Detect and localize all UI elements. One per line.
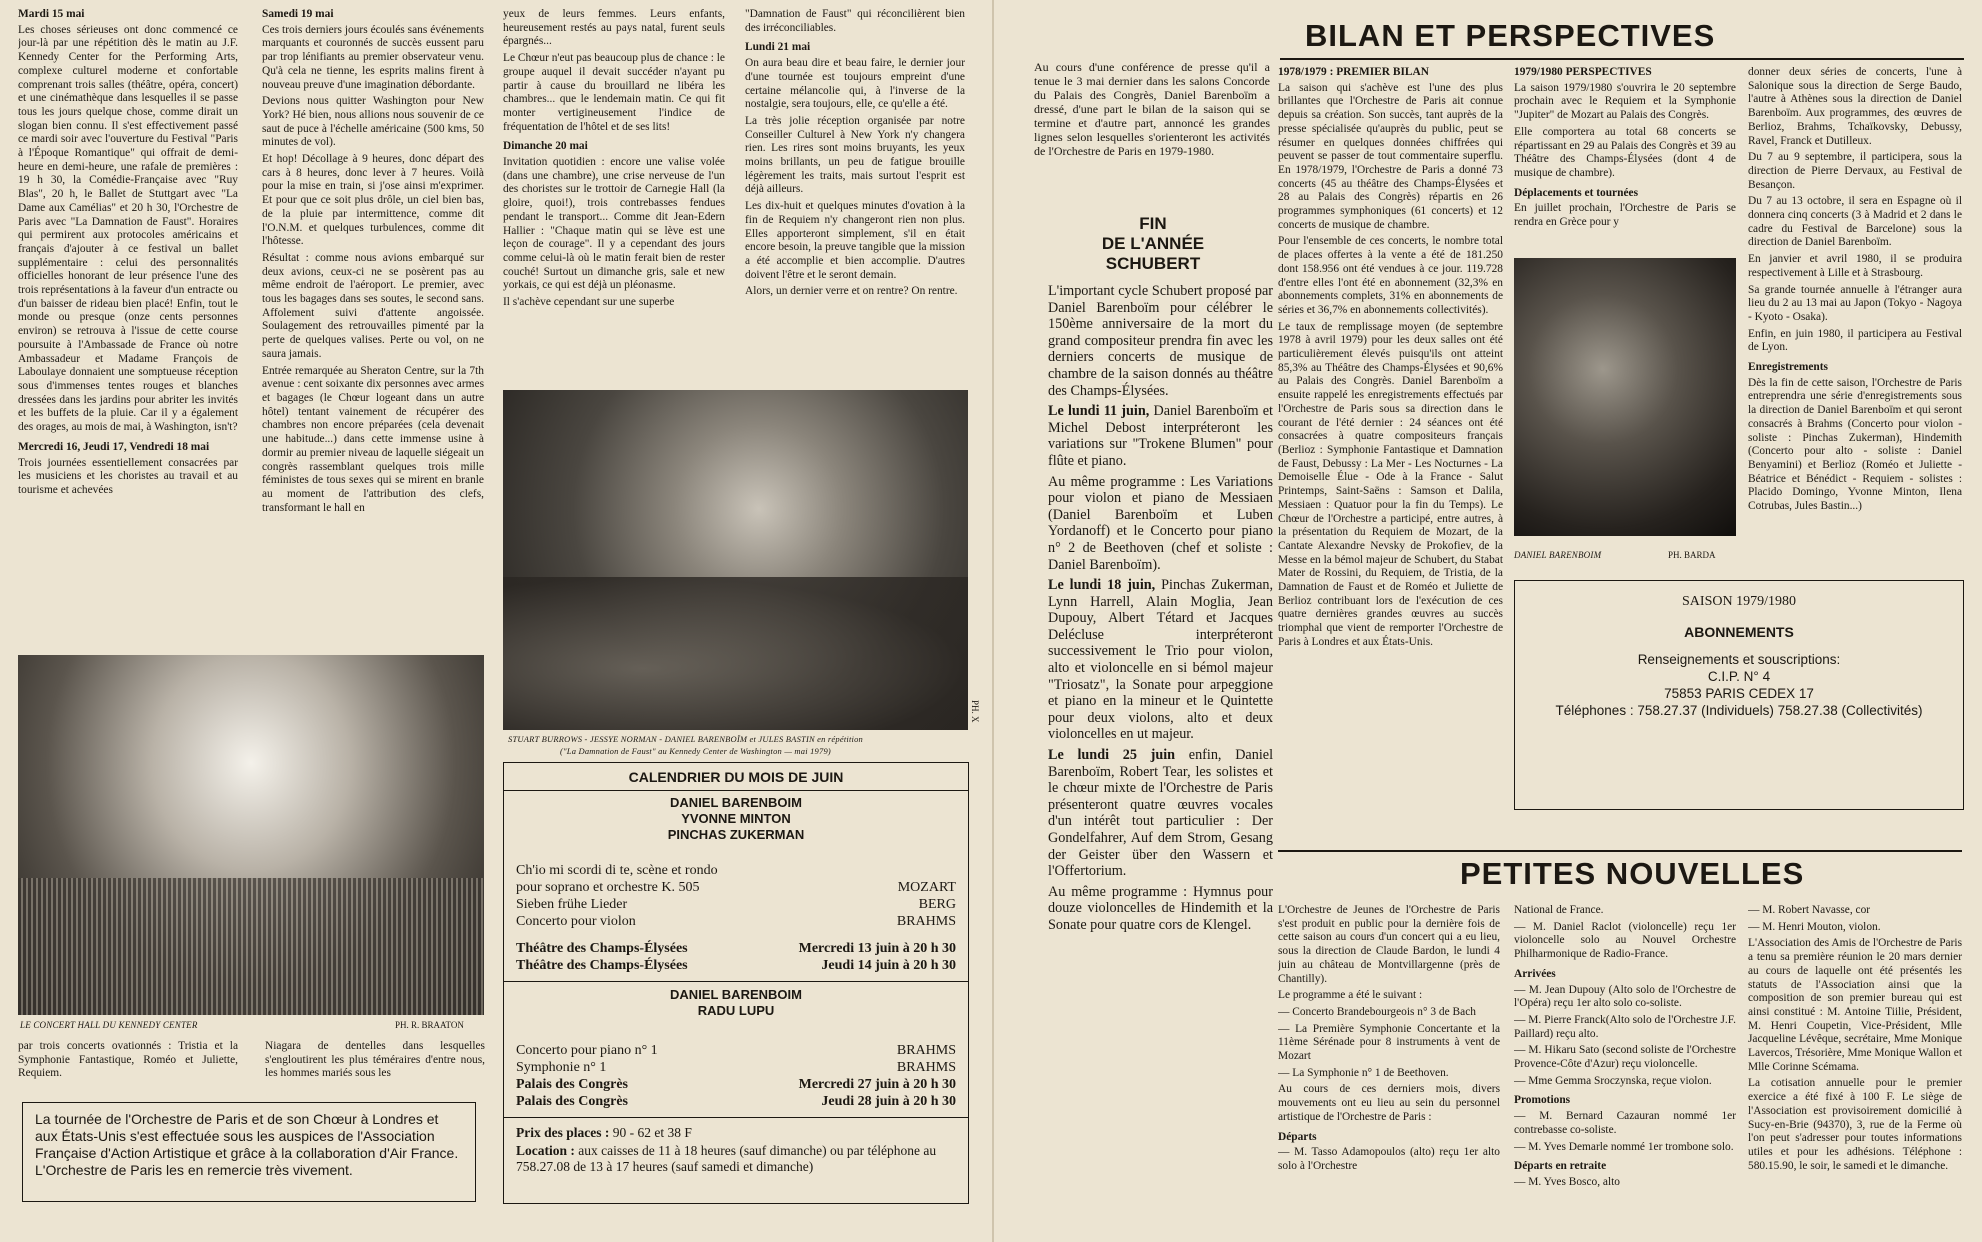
heading-premier-bilan: 1978/1979 : PREMIER BILAN — [1278, 66, 1429, 78]
petites-column-1 — [1278, 904, 1500, 1238]
heading-arrivees: Arrivées — [1514, 967, 1556, 980]
paragraph: — La Symphonie n° 1 de Beethoven. — [1278, 1066, 1449, 1079]
work-row — [516, 863, 956, 879]
paragraph: Ces trois derniers jours écoulés sans événements marquants et couronnés de succès eussent paru par trop lénifiants au premier observateur venu. Qu'à cela ne tienne, les esprits malins firent à nouveau preuve d'une imagination débordante. — [262, 23, 484, 91]
text: Daniel Barenboïm et Michel Debost interpréteront les variations sur "Trokene Blumen" pour flûte et piano. — [1048, 403, 1273, 469]
saison-line: Renseignements et souscriptions: — [1637, 652, 1841, 667]
paragraph: Enfin, en juin 1980, il participera au Festival de Lyon. — [1748, 327, 1962, 354]
date-label: Le lundi 11 juin, — [1048, 403, 1150, 420]
photo-barenboim — [1514, 258, 1736, 536]
paragraph: Devions nous quitter Washington pour New York? Hé bien, nous allions nous souvenir de ce saut de puce à l'échelle américaine (500 kms, 50 minutes de vol). — [262, 95, 484, 149]
artist-name: DANIEL BARENBOIM — [670, 795, 802, 810]
divider — [504, 790, 968, 791]
bilan-column-1 — [1278, 66, 1503, 818]
tour-thanks-text — [35, 1111, 463, 1179]
paragraph: "Damnation de Faust" qui réconcilièrent bien des irréconciliables. — [745, 8, 965, 34]
press-conference-intro — [1034, 60, 1270, 184]
photo-credit: PH. BARDA — [1668, 550, 1716, 560]
saison-line: C.I.P. N° 4 — [1707, 669, 1771, 684]
prices-label: Prix des places : — [516, 1125, 610, 1140]
paragraph — [1048, 403, 1273, 469]
column-3 — [503, 8, 725, 386]
date-row — [516, 1094, 956, 1110]
composer: BRAHMS — [896, 1060, 956, 1075]
heading-departs: Départs — [1278, 1130, 1317, 1143]
prices-block — [516, 1125, 956, 1177]
paragraph: Les choses sérieuses ont donc commencé ce jour-là par une répétition dès le matin au J.F. Kennedy Center for the Performing Arts, complexe culturel moderne et confortable comprenant trois salles (théâtre, opéra, concert) et une cinémathèque dans lesquelles il se passe tous les jours quelque chose, comme dirait un slogan bien connu. Il s'est effectivement passé ce mardi soir avec l'ouverture du Festival "Paris à l'Époque Romantique" qui offrait de demi-heure en demi-heure, une rafale de premières : 19 h 30, la Comédie-Française avec "Ruy Blas", 20 h, le Ballet de Stuttgart avec "La Dame aux Camélias" et 20 h 30, l'Orchestre de Paris avec "La Damnation de Faust". Horaires qui permirent aux protocoles américains et français d'ajouter à ce festival un ballet supplémentaire : celui des personnalités officielles honorant de leur présence l'une des trois représentations à la faveur d'un entracte ou d'un baisser de rideau bien placé! Enfin, tout le monde ou presque (onze cents personnes environ) se retrouva à l'issue de cette course poursuite à l'Ambassade de France où notre Ambassadeur et Madame François de Laboulaye donnaient une somptueuse réception sous d'immenses tentes rouges et blanches dressées dans les jardins pour abriter les invités et les buffets de la pluie. Car il y a également des orages, au mois de mai, à Washington, isn't? — [18, 23, 238, 434]
paragraph: Au cours de ces derniers mois, divers mouvements ont eu lieu au sein du personnel artistique de l'Orchestre de Paris : — [1278, 1083, 1500, 1123]
venue: Palais des Congrès — [516, 1094, 628, 1109]
date: Jeudi 28 juin à 20 h 30 — [821, 1094, 956, 1109]
work-title: Concerto pour piano n° 1 — [516, 1043, 658, 1058]
prices-line — [516, 1125, 956, 1141]
date: Mercredi 13 juin à 20 h 30 — [798, 941, 956, 956]
paragraph: Le programme a été le suivant : — [1278, 989, 1423, 1002]
paragraph: — M. Daniel Raclot (violoncelle) reçu 1er violoncelle solo au Nouvel Orchestre Philharmonique de Radio-France. — [1514, 920, 1736, 961]
paragraph: — M. Henri Mouton, violon. — [1748, 920, 1881, 933]
artist-name: YVONNE MINTON — [681, 811, 791, 826]
paragraph: National de France. — [1514, 904, 1604, 916]
paragraph: La très jolie réception organisée par notre Conseiller Culturel à New York n'y changera rien. Les rires sont moins bruyants, les yeux moins brillants, un peu de fatigue brouille légèrement les traits, mais surtout l'esprit est déjà ailleurs. — [745, 114, 965, 196]
paragraph: On aura beau dire et beau faire, le dernier jour d'une tournée est toujours empreint d'une certaine mélancolie qui, à l'inverse de la nostalgie, sera toujours, elle, ce qu'elle a été. — [745, 57, 965, 111]
heading-dimanche: Dimanche 20 mai — [503, 140, 588, 153]
paragraph: Du 7 au 9 septembre, il participera, sous la direction de Pierre Dervaux, au Festival de Besançon. — [1748, 151, 1962, 191]
work-title: Ch'io mi scordi di te, scène et rondo — [516, 863, 718, 878]
paragraph: par trois concerts ovationnés : Tristia et la Symphonie Fantastique, Roméo et Juliette, Requiem. — [18, 1040, 238, 1080]
composer: BERG — [918, 897, 956, 912]
paragraph: — Concerto Brandebourgeois n° 3 de Bach — [1278, 1005, 1476, 1018]
paragraph: La saison qui s'achève est l'une des plus brillantes que l'Orchestre de Paris ait connue depuis sa création. Son succès, tant auprès de la presse spécialisée qu'auprès du public, peut se résumer en quelques données chiffrées qui peuvent se passer de tout commentaire superflu. En 1978/1979, l'Orchestre de Paris a donné 73 concerts (45 au théâtre des Champs-Élysées et 28 au Palais des Congrès) répartis en 26 programmes symphoniques (61 concerts) et 12 concerts de musique de chambre. — [1278, 81, 1503, 231]
heading-promotions: Promotions — [1514, 1094, 1571, 1107]
paragraph: — La Première Symphonie Concertante et la 11ème Sérénade pour 8 instruments à vent de Mozart — [1278, 1022, 1500, 1063]
paragraph: — M. Tasso Adamopoulos (alto) reçu 1er alto solo à l'Orchestre — [1278, 1146, 1500, 1172]
paragraph: — M. Bernard Cazauran nommé 1er contrebasse co-soliste. — [1514, 1110, 1736, 1136]
photo-caption: LE CONCERT HALL DU KENNEDY CENTER — [20, 1020, 198, 1030]
conductor-image — [1514, 258, 1736, 536]
petites-column-3 — [1748, 904, 1962, 1238]
work-title: Sieben frühe Lieder — [516, 897, 628, 912]
paragraph: Le Chœur n'eut pas beaucoup plus de chance : le groupe auquel il devait succéder n'ayant pu partir à cause du brouillard ne libéra les chambres... que le lendemain matin. Ce qui fit monter vertigineusement l'indice de fréquentation de l'hôtel et de ses lits! — [503, 52, 725, 133]
title-rule — [1280, 58, 1964, 60]
title-line: FIN — [1139, 214, 1167, 233]
petites-column-2 — [1514, 904, 1736, 1238]
paragraph: L'important cycle Schubert proposé par Daniel Barenboïm pour célébrer le 150ème anniversaire de la mort du grand compositeur prendra fin avec les derniers concerts de musique de chambre de la saison donnés au théâtre des Champs-Élysées. — [1048, 283, 1273, 399]
schubert-title — [1040, 214, 1266, 274]
paragraph: — M. Hikaru Sato (second soliste de l'Orchestre Provence-Côte d'Azur) reçu violoncelle. — [1514, 1044, 1736, 1071]
location-label: Location : — [516, 1143, 575, 1158]
date-row — [516, 958, 956, 974]
concert-hall-image — [18, 655, 484, 1015]
work-title: Symphonie n° 1 — [516, 1060, 607, 1075]
paragraph: — Mme Gemma Sroczynska, reçue violon. — [1514, 1074, 1712, 1087]
paragraph: — M. Yves Demarle nommé 1er trombone solo. — [1514, 1140, 1734, 1153]
date-row — [516, 1077, 956, 1093]
paragraph: Alors, un dernier verre et on rentre? On rentre. — [745, 285, 958, 298]
heading-deplacements: Déplacements et tournées — [1514, 186, 1638, 199]
paragraph: L'Orchestre de Paris les en remercie très vivement. — [35, 1162, 353, 1178]
page-fold — [992, 0, 994, 1242]
bilan-column-2 — [1514, 66, 1736, 246]
photo-caption: DANIEL BARENBOIM — [1514, 550, 1602, 560]
prices-value: 90 - 62 et 38 F — [609, 1125, 692, 1140]
paragraph: — M. Pierre Franck(Alto solo de l'Orchestre J.F. Paillard) reçu alto. — [1514, 1013, 1736, 1040]
composer: MOZART — [897, 880, 956, 895]
work-row — [516, 1060, 956, 1076]
paragraph: Entrée remarquée au Sheraton Centre, sur la 7th avenue : cent soixante dix personnes avec armes et bagages (le Chœur logeant dans un autre hôtel) tentant vainement de récupérer des chambres non encore préparées (cela devenait une habitude...) dans cette immense usine à dormir au premier niveau de laquelle siégeait un congrès rassemblant quelques trois mille féministes de tous sexes qui se mirent en branle au moment de l'attribution des clefs, transformant le hall en — [262, 364, 484, 514]
column-1-bottom — [18, 1040, 238, 1085]
tour-thanks-box — [22, 1102, 476, 1202]
calendar-box — [503, 762, 969, 1204]
photo-kennedy-center — [18, 655, 484, 1015]
paragraph: Et hop! Décollage à 9 heures, donc départ des cars à 8 heures, donc lever à 7 heures. Voilà pour la mise en train, si j'ose ainsi m'exprimer. Et pour que ce soit plus drôle, un ciel bien bas, de la pluie par intermittence, comme dit l'O.N.M. et quelques turbulences, comme dit l'hôtesse. — [262, 153, 484, 248]
photo-credit: PH. X — [970, 700, 980, 723]
paragraph: Les dix-huit et quelques minutes d'ovation à la fin de Requiem n'y changeront rien non plus. Elles apporteront simplement, s'il en était encore besoin, la preuve tangible que la mission a été accomplie et bien accomplie. D'autres doivent l'être et le seront demain. — [745, 200, 965, 281]
work-title: pour soprano et orchestre K. 505 — [516, 880, 700, 895]
column-1-top — [18, 8, 238, 648]
paragraph: Au cours d'une conférence de presse qu'il a tenue le 3 mai dernier dans les salons Concorde du Palais des Congrès, Daniel Barenboïm a dressé, d'une part le bilan de la saison qui se termine et d'autre part, annoncé les grandes lignes selon lesquelles s'orienteront les activités de l'Orchestre de Paris en 1979-1980. — [1034, 60, 1270, 158]
photo-caption: STUART BURROWS - JESSYE NORMAN - DANIEL BARENBOÏM et JULES BASTIN en répétition — [508, 734, 863, 744]
heading-retraite: Départs en retraite — [1514, 1160, 1607, 1173]
work-row — [516, 880, 956, 896]
paragraph — [1048, 747, 1273, 880]
saison-title: SAISON 1979/1980 — [1682, 594, 1796, 609]
rehearsal-image — [503, 390, 968, 730]
artist-name: DANIEL BARENBOIM — [670, 987, 802, 1002]
paragraph: La tournée de l'Orchestre de Paris et de son Chœur à Londres et aux États-Unis s'est effectuée sous les auspices de l'Association Française d'Action Artistique et grâce à la collaboration d'Air France. — [35, 1111, 459, 1161]
paragraph: Pour l'ensemble de ces concerts, le nombre total de places offertes à la vente a été de 181.250 dont 158.956 ont été vendues à ce jour. 119.728 d'entre elles l'ont été en abonnement (32,3% en abonnements complets, 31% en abonnements de séries et 36,7% en abonnements collectivités). — [1278, 235, 1503, 316]
work-title: Concerto pour violon — [516, 914, 636, 929]
saison-line: 75853 PARIS CEDEX 17 — [1664, 686, 1814, 701]
title-line: SCHUBERT — [1105, 254, 1201, 273]
heading-perspectives: 1979/1980 PERSPECTIVES — [1514, 66, 1652, 78]
paragraph: En janvier et avril 1980, il se produira respectivement à Lille et à Strasbourg. — [1748, 253, 1962, 279]
saison-content — [1515, 593, 1963, 719]
paragraph: Dès la fin de cette saison, l'Orchestre de Paris entreprendra une série d'enregistrements sous la direction de Daniel Barenboïm et qui seront consacrés à Brahms (Concerto pour violon - soliste : Pinchas Zukerman), Hindemith (Concerto pour alto - soliste : Daniel Benyamini) et Berlioz (Roméo et Juliette - Béatrice et Bénédict - Requiem - solistes : Placido Domingo, Yvonne Minton, Ilena Cotrubas, Jules Bastin...) — [1748, 376, 1962, 513]
title-line: DE L'ANNÉE — [1101, 234, 1205, 253]
artist-name: RADU LUPU — [697, 1003, 775, 1018]
text: Pinchas Zukerman, Lynn Harrell, Alain Moglia, Jean Dupouy, Albert Tétard et Jacques Delécluse interpréteront successivement le Trio pour violon, alto et violoncelle en si bémol majeur "Triosatz", la Sonate pour arpeggione et piano en la mineur et le Quintette pour deux violons, alto et deux violoncelles en ut majeur. — [1048, 577, 1273, 743]
venue: Théâtre des Champs-Élysées — [516, 941, 688, 956]
paragraph: L'Association des Amis de l'Orchestre de Paris a tenu sa première réunion le 20 mars dernier au cours de laquelle ont été présentés les statuts de l'Association ainsi que la composition de son premier bureau qui est ainsi constitué : M. Antoine Tiilie, Président, M. Henri Coupetin, Vice-Président, Mlle Jacqueline Lévêque, secrétaire, Mme Monique Lavercos, Trésorière, Mme Monique Wallon et Mlle Corinne Scémama. — [1748, 937, 1962, 1073]
paragraph: La saison 1979/1980 s'ouvrira le 20 septembre prochain avec le Requiem et la Symphonie "Jupiter" de Mozart au Palais des Congrès. — [1514, 81, 1736, 122]
column-4 — [745, 8, 965, 386]
venue: Palais des Congrès — [516, 1077, 628, 1092]
location-value: aux caisses de 11 à 18 heures (sauf dimanche) ou par téléphone au 758.27.08 de 13 à 17 heures (sauf samedi et dimanche) — [516, 1143, 937, 1174]
calendar-title: CALENDRIER DU MOIS DE JUIN — [628, 769, 844, 785]
photo-credit: PH. R. BRAATON — [395, 1020, 464, 1030]
paragraph: Du 7 au 13 octobre, il sera en Espagne où il donnera cinq concerts (3 à Madrid et 2 dans le cadre du Festival de Barcelone) sous la direction de Daniel Barenboïm. — [1748, 195, 1962, 249]
saison-line: Téléphones : 758.27.37 (Individuels) 758.27.38 (Collectivités) — [1555, 703, 1923, 718]
work-row — [516, 1043, 956, 1059]
paragraph: — M. Yves Bosco, alto — [1514, 1175, 1621, 1188]
heading-samedi: Samedi 19 mai — [262, 8, 334, 20]
paragraph: Résultat : comme nous avions embarqué sur deux avions, ceux-ci ne se posèrent pas au même endroit de l'aéroport. Le premier, avec tous les bagages dans ses soutes, le second sans. Affolement suivi d'attente angoissée. Soulagement des retrouvailles pimenté par la perte de quelques valises. Perte ou vol, on ne saura jamais. — [262, 251, 484, 360]
bilan-title: BILAN ET PERSPECTIVES — [1305, 18, 1716, 53]
artists-block-1 — [504, 795, 968, 843]
heading-enregistrements: Enregistrements — [1748, 361, 1828, 374]
paragraph: — M. Robert Navasse, cor — [1748, 904, 1871, 916]
paragraph: L'Orchestre de Jeunes de l'Orchestre de Paris s'est produit en public pour la dernière fois de cette saison au cours d'un concert qui a eu lieu, sous la direction de Claude Bardon, le lundi 4 juin au château de Montvillargenne (près de Chantilly). — [1278, 904, 1500, 985]
heading-mercredi: Mercredi 16, Jeudi 17, Vendredi 18 mai — [18, 440, 210, 453]
heading-lundi: Lundi 21 mai — [745, 41, 811, 54]
column-2-top — [262, 8, 484, 648]
paragraph: Au même programme : Hymnus pour douze violoncelles de Hindemith et la Sonate pour quatre cors de Klengel. — [1048, 883, 1273, 933]
date-label: Le lundi 25 juin — [1048, 747, 1176, 764]
work-row — [516, 897, 956, 913]
paragraph — [1048, 577, 1273, 743]
paragraph: Niagara de dentelles dans lesquelles s'engloutirent les plus téméraires d'entre nous, les hommes mariés sous les — [265, 1040, 485, 1080]
date: Mercredi 27 juin à 20 h 30 — [798, 1077, 956, 1092]
composer: BRAHMS — [896, 1043, 956, 1058]
photo-caption-2: ("La Damnation de Faust" au Kennedy Center de Washington — mai 1979) — [560, 746, 831, 756]
abonnements-heading: ABONNEMENTS — [1684, 624, 1794, 640]
paragraph: Au même programme : Les Variations pour violon et piano de Messiaen (Daniel Barenboïm et Luben Yordanoff) et le Concerto pour piano n° 2 de Beethoven (chef et soliste : Daniel Barenboïm). — [1048, 473, 1273, 573]
paragraph: yeux de leurs femmes. Leurs enfants, heureusement restés au pays natal, furent seuls épargnés... — [503, 8, 725, 48]
paragraph: Elle comportera au total 68 concerts se répartissant en 29 au Palais des Congrès et 39 au Théâtre des Champs-Élysées (dont 4 de musique de chambre). — [1514, 125, 1736, 179]
date: Jeudi 14 juin à 20 h 30 — [821, 958, 956, 973]
date-label: Le lundi 18 juin, — [1048, 577, 1156, 594]
text: enfin, Daniel Barenboïm, Robert Tear, les solistes et le chœur mixte de l'Orchestre de Paris présenteront quatre œuvres vocales d'un intérêt tout particulier : Der Gondelfahrer, Auf dem Strom, Gesang der Geister über den Wassern et l'Offertorium. — [1048, 747, 1273, 880]
paragraph: Il s'achève cependant sur une superbe — [503, 296, 675, 309]
divider — [504, 981, 968, 982]
petites-rule — [1278, 850, 1962, 852]
location-line — [516, 1143, 956, 1175]
artist-name: PINCHAS ZUKERMAN — [667, 827, 805, 842]
photo-rehearsal — [503, 390, 968, 730]
paragraph: La cotisation annuelle pour le premier exercice a été fixé à 100 F. Le siège de l'Association est provisoirement domicilié à Sucy-en-Brie (94370), 3, rue de la Ferme où l'on peut s'adresser pour toutes informations utiles et pour les adhésions. Téléphone : 580.15.90, le soir, le samedi et le dimanche. — [1748, 1077, 1962, 1172]
paragraph: Le taux de remplissage moyen (de septembre 1978 à avril 1979) pour les deux salles ont été particulièrement élevés puisqu'ils ont atteint 85,3% au Théâtre des Champs-Élysées et 90,6% au Palais des Congrès. Daniel Barenboïm a ensuite rappelé les enregistrements effectués par l'Orchestre de Paris sous sa direction dans le courant de l'été dernier : 24 séances ont été consacrées à quatre compositeurs français (Berlioz : Symphonie Fantastique et Damnation de Faust, Debussy : La Mer - Les Nocturnes - La Demoiselle Élue - Ode à la France - Salut Printemps, Saint-Saëns : Samson et Dalila, Messiaen : Quatuor pour la fin du Temps). Le Chœur de l'Orchestre a participé, entre autres, à la présentation du Requiem de Mozart, de la Cantate Alexandre Nevsky de Prokofiev, de la Messe en la bémol majeur de Schubert, du Stabat Mater de Rossini, du Requiem, de Tristia, de la Damnation de Faust et de Roméo et Juliette de Berlioz contribuant lors de l'exécution de ces quatre dernières grandes œuvres au succès triomphal que vient de remporter l'Orchestre de Paris à Londres et aux États-Unis. — [1278, 320, 1503, 648]
paragraph: — M. Jean Dupouy (Alto solo de l'Orchestre de l'Opéra) reçu 1er alto solo co-soliste. — [1514, 983, 1736, 1010]
composer: BRAHMS — [896, 914, 956, 929]
venue: Théâtre des Champs-Élysées — [516, 958, 688, 973]
paragraph: En juillet prochain, l'Orchestre de Paris se rendra en Grèce pour y — [1514, 202, 1736, 229]
paragraph: Sa grande tournée annuelle à l'étranger aura lieu du 2 au 13 mai au Japon (Tokyo - Nagoya - Kyoto - Osaka). — [1748, 283, 1962, 323]
paragraph: Invitation quotidien : encore une valise volée (dans une chambre), une crise nerveuse de l'un des choristes sur le trottoir de Carnegie Hall (la gloire, quoi!), trois contrebasses fendues pendant le transport... Comme dit Jean-Edern Hallier : "Chaque matin qui se lève est une leçon de courage". Il y a cependant des jours comme celui-là où le matin ferait bien de rester couché! Surtout un dimanche gris, sale et new yorkais, ce qui est déjà un pléonasme. — [503, 156, 725, 292]
paragraph: Trois journées essentiellement consacrées par les musiciens et les choristes au travail et au tourisme et achevées — [18, 456, 238, 496]
saison-box — [1514, 580, 1964, 810]
heading-mardi: Mardi 15 mai — [18, 8, 85, 20]
column-2-bottom — [265, 1040, 485, 1085]
artists-block-2 — [504, 987, 968, 1019]
petites-title: PETITES NOUVELLES — [1460, 856, 1805, 891]
date-row — [516, 941, 956, 957]
schubert-article — [1048, 283, 1273, 1228]
work-row — [516, 914, 956, 930]
bilan-column-3 — [1748, 66, 1962, 586]
divider — [504, 1117, 968, 1118]
paragraph: donner deux séries de concerts, l'une à Salonique sous la direction de Serge Baudo, l'autre à Athènes sous la direction de Daniel Barenboïm. Aux programmes, des œuvres de Berlioz, Brahms, Tchaïkovsky, Debussy, Ravel, Franck et Dutilleux. — [1748, 66, 1962, 147]
